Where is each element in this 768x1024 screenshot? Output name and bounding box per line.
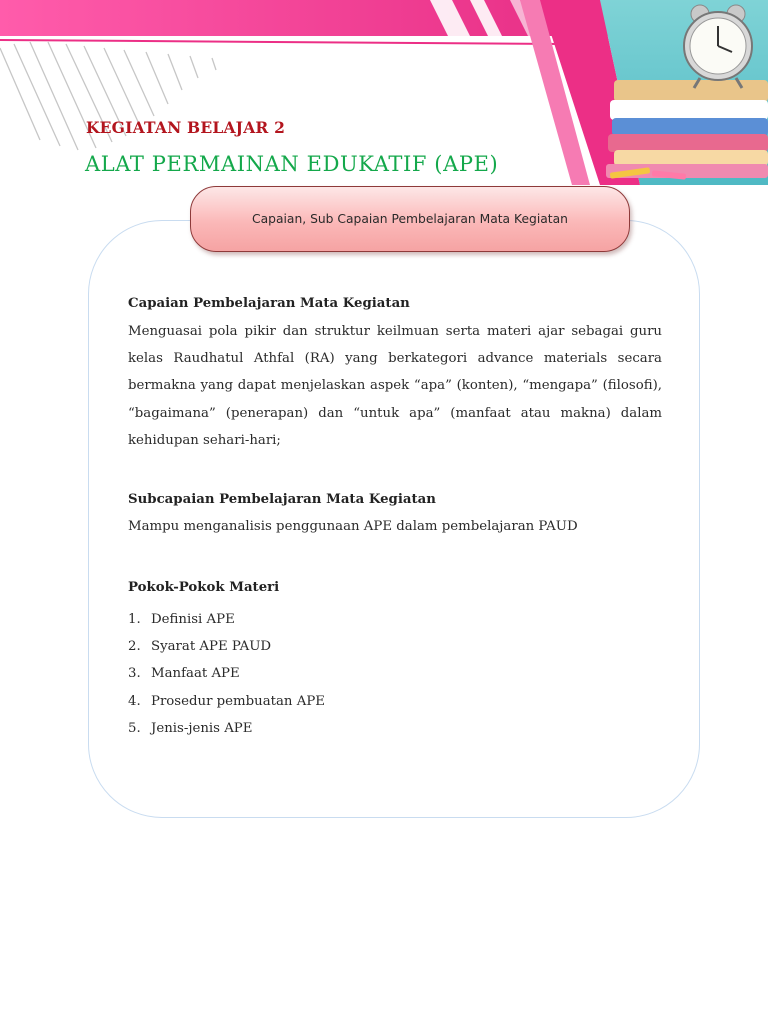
list-item-label: Prosedur pembuatan APE: [151, 693, 325, 709]
list-item-number: 4.: [128, 693, 141, 709]
page-title: ALAT PERMAINAN EDUKATIF (APE): [85, 152, 499, 176]
list-item-label: Syarat APE PAUD: [151, 639, 272, 655]
topic-list: [128, 612, 325, 748]
books-icon: [606, 80, 768, 178]
subcapaian-body: Mampu menganalisis penggunaan APE dalam pembelajaran PAUD: [128, 519, 578, 534]
subcapaian-heading: Subcapaian Pembelajaran Mata Kegiatan: [128, 492, 436, 507]
capaian-heading: Capaian Pembelajaran Mata Kegiatan: [128, 296, 410, 311]
list-item-number: 1.: [128, 612, 141, 627]
list-item: [128, 639, 325, 666]
list-item-label: Jenis-jenis APE: [151, 720, 253, 736]
list-item-number: 3.: [128, 666, 141, 682]
caption-banner: [190, 186, 630, 252]
list-item-label: Manfaat APE: [151, 666, 240, 682]
pokok-heading: Pokok-Pokok Materi: [128, 580, 280, 595]
caption-text: Capaian, Sub Capaian Pembelajaran Mata Kegiatan: [252, 212, 568, 226]
list-item-number: 2.: [128, 639, 141, 655]
list-item: [128, 694, 325, 721]
capaian-body: Menguasai pola pikir dan struktur keilmuan serta materi ajar sebagai guru kelas Raudhatul Athfal (RA) yang berkategori advance materials secara bermakna yang dapat menjelaskan aspek “apa” (konten), “mengapa” (filosofi), “bagaimana” (penerapan) dan “untuk apa” (manfaat atau makna) dalam kehidupan sehari-hari;: [128, 324, 662, 448]
list-item: [128, 612, 325, 639]
list-item-label: Definisi APE: [151, 612, 235, 627]
list-item: [128, 666, 325, 693]
list-item: [128, 721, 325, 748]
lesson-kicker: KEGIATAN BELAJAR 2: [86, 118, 286, 137]
list-item-number: 5.: [128, 720, 141, 736]
